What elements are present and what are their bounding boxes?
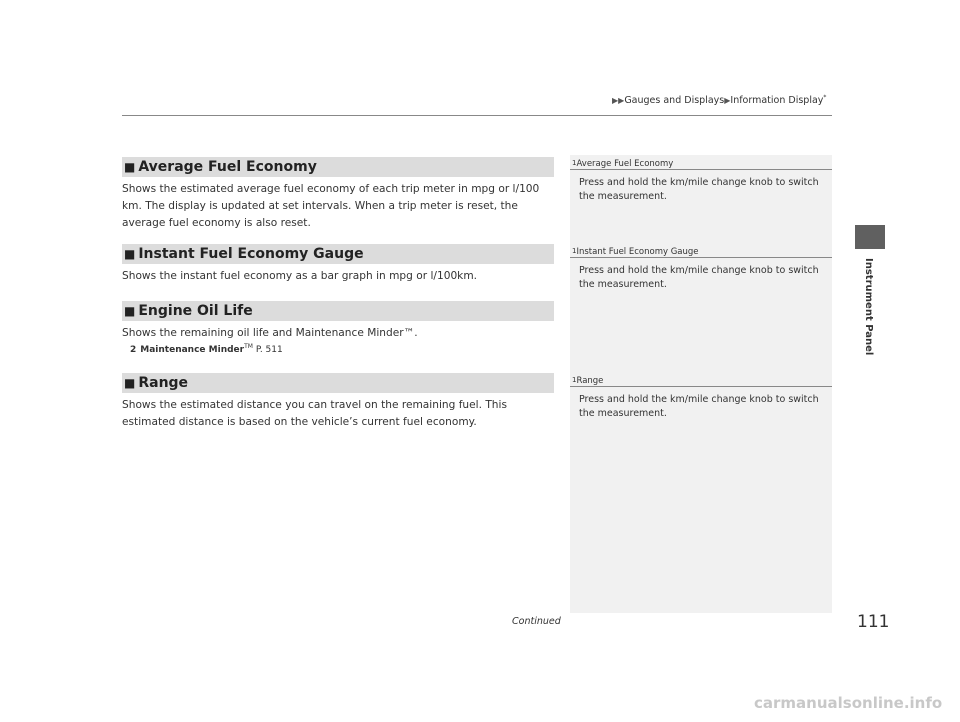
note-number: 1 (572, 159, 577, 167)
section-heading-range (122, 373, 554, 393)
reference-arrow-icon: 2 (130, 345, 137, 355)
breadcrumb-arrow-icon: ▶ (724, 96, 731, 106)
chapter-label: Instrument Panel (863, 258, 874, 356)
section-heading-average-fuel-economy (122, 157, 554, 177)
section-title: Instant Fuel Economy Gauge (138, 246, 364, 262)
section-heading-instant-fuel-economy-gauge (122, 244, 554, 264)
note-range (570, 374, 832, 420)
cross-reference-link[interactable] (130, 343, 283, 355)
breadcrumb-part-1[interactable]: Gauges and Displays (624, 95, 725, 107)
section-title: Average Fuel Economy (138, 159, 317, 175)
note-body: Press and hold the km/mile change knob to switch the measurement. (579, 394, 819, 419)
note-title-text: Instant Fuel Economy Gauge (576, 247, 699, 257)
note-title (570, 374, 832, 387)
xref-label: Maintenance Minder (140, 345, 245, 355)
note-title-text: Average Fuel Economy (576, 159, 674, 169)
section-body: Shows the remaining oil life and Maintenance Minder™. (122, 327, 418, 339)
note-body: Press and hold the km/mile change knob to switch the measurement. (579, 265, 819, 290)
breadcrumb-part-2[interactable]: Information Display (730, 95, 824, 107)
xref-page: P. 511 (255, 345, 283, 355)
section-body: Shows the estimated average fuel economy of each trip meter in mpg or l/100 km. The display is updated at set intervals. When a trip meter is reset, the average fuel economy is also reset. (122, 183, 540, 229)
page-number: 111 (857, 612, 890, 632)
breadcrumb (612, 94, 826, 106)
xref-trademark: TM (244, 343, 253, 350)
note-number: 1 (572, 247, 577, 255)
section-title: Engine Oil Life (138, 303, 253, 319)
note-title (570, 245, 832, 258)
continued-label: Continued (512, 616, 561, 627)
note-number: 1 (572, 376, 577, 384)
note-title (570, 157, 832, 170)
chapter-tab (855, 225, 885, 249)
note-instant-fuel-economy-gauge (570, 245, 832, 291)
section-body: Shows the estimated distance you can travel on the remaining fuel. This estimated distance is based on the vehicle’s current fuel economy. (122, 399, 507, 428)
square-bullet-icon: ■ (124, 376, 136, 390)
square-bullet-icon: ■ (124, 304, 136, 318)
section-body: Shows the instant fuel economy as a bar graph in mpg or l/100km. (122, 270, 478, 282)
breadcrumb-arrow-icon: ▶▶ (612, 96, 625, 106)
asterisk: * (823, 94, 827, 101)
watermark: carmanualsonline.info (754, 694, 943, 712)
square-bullet-icon: ■ (124, 247, 136, 261)
note-title-text: Range (576, 376, 604, 386)
note-body: Press and hold the km/mile change knob to switch the measurement. (579, 177, 819, 202)
note-average-fuel-economy (570, 157, 832, 203)
header-rule (122, 115, 832, 116)
section-heading-engine-oil-life (122, 301, 554, 321)
square-bullet-icon: ■ (124, 160, 136, 174)
section-title: Range (138, 375, 189, 391)
